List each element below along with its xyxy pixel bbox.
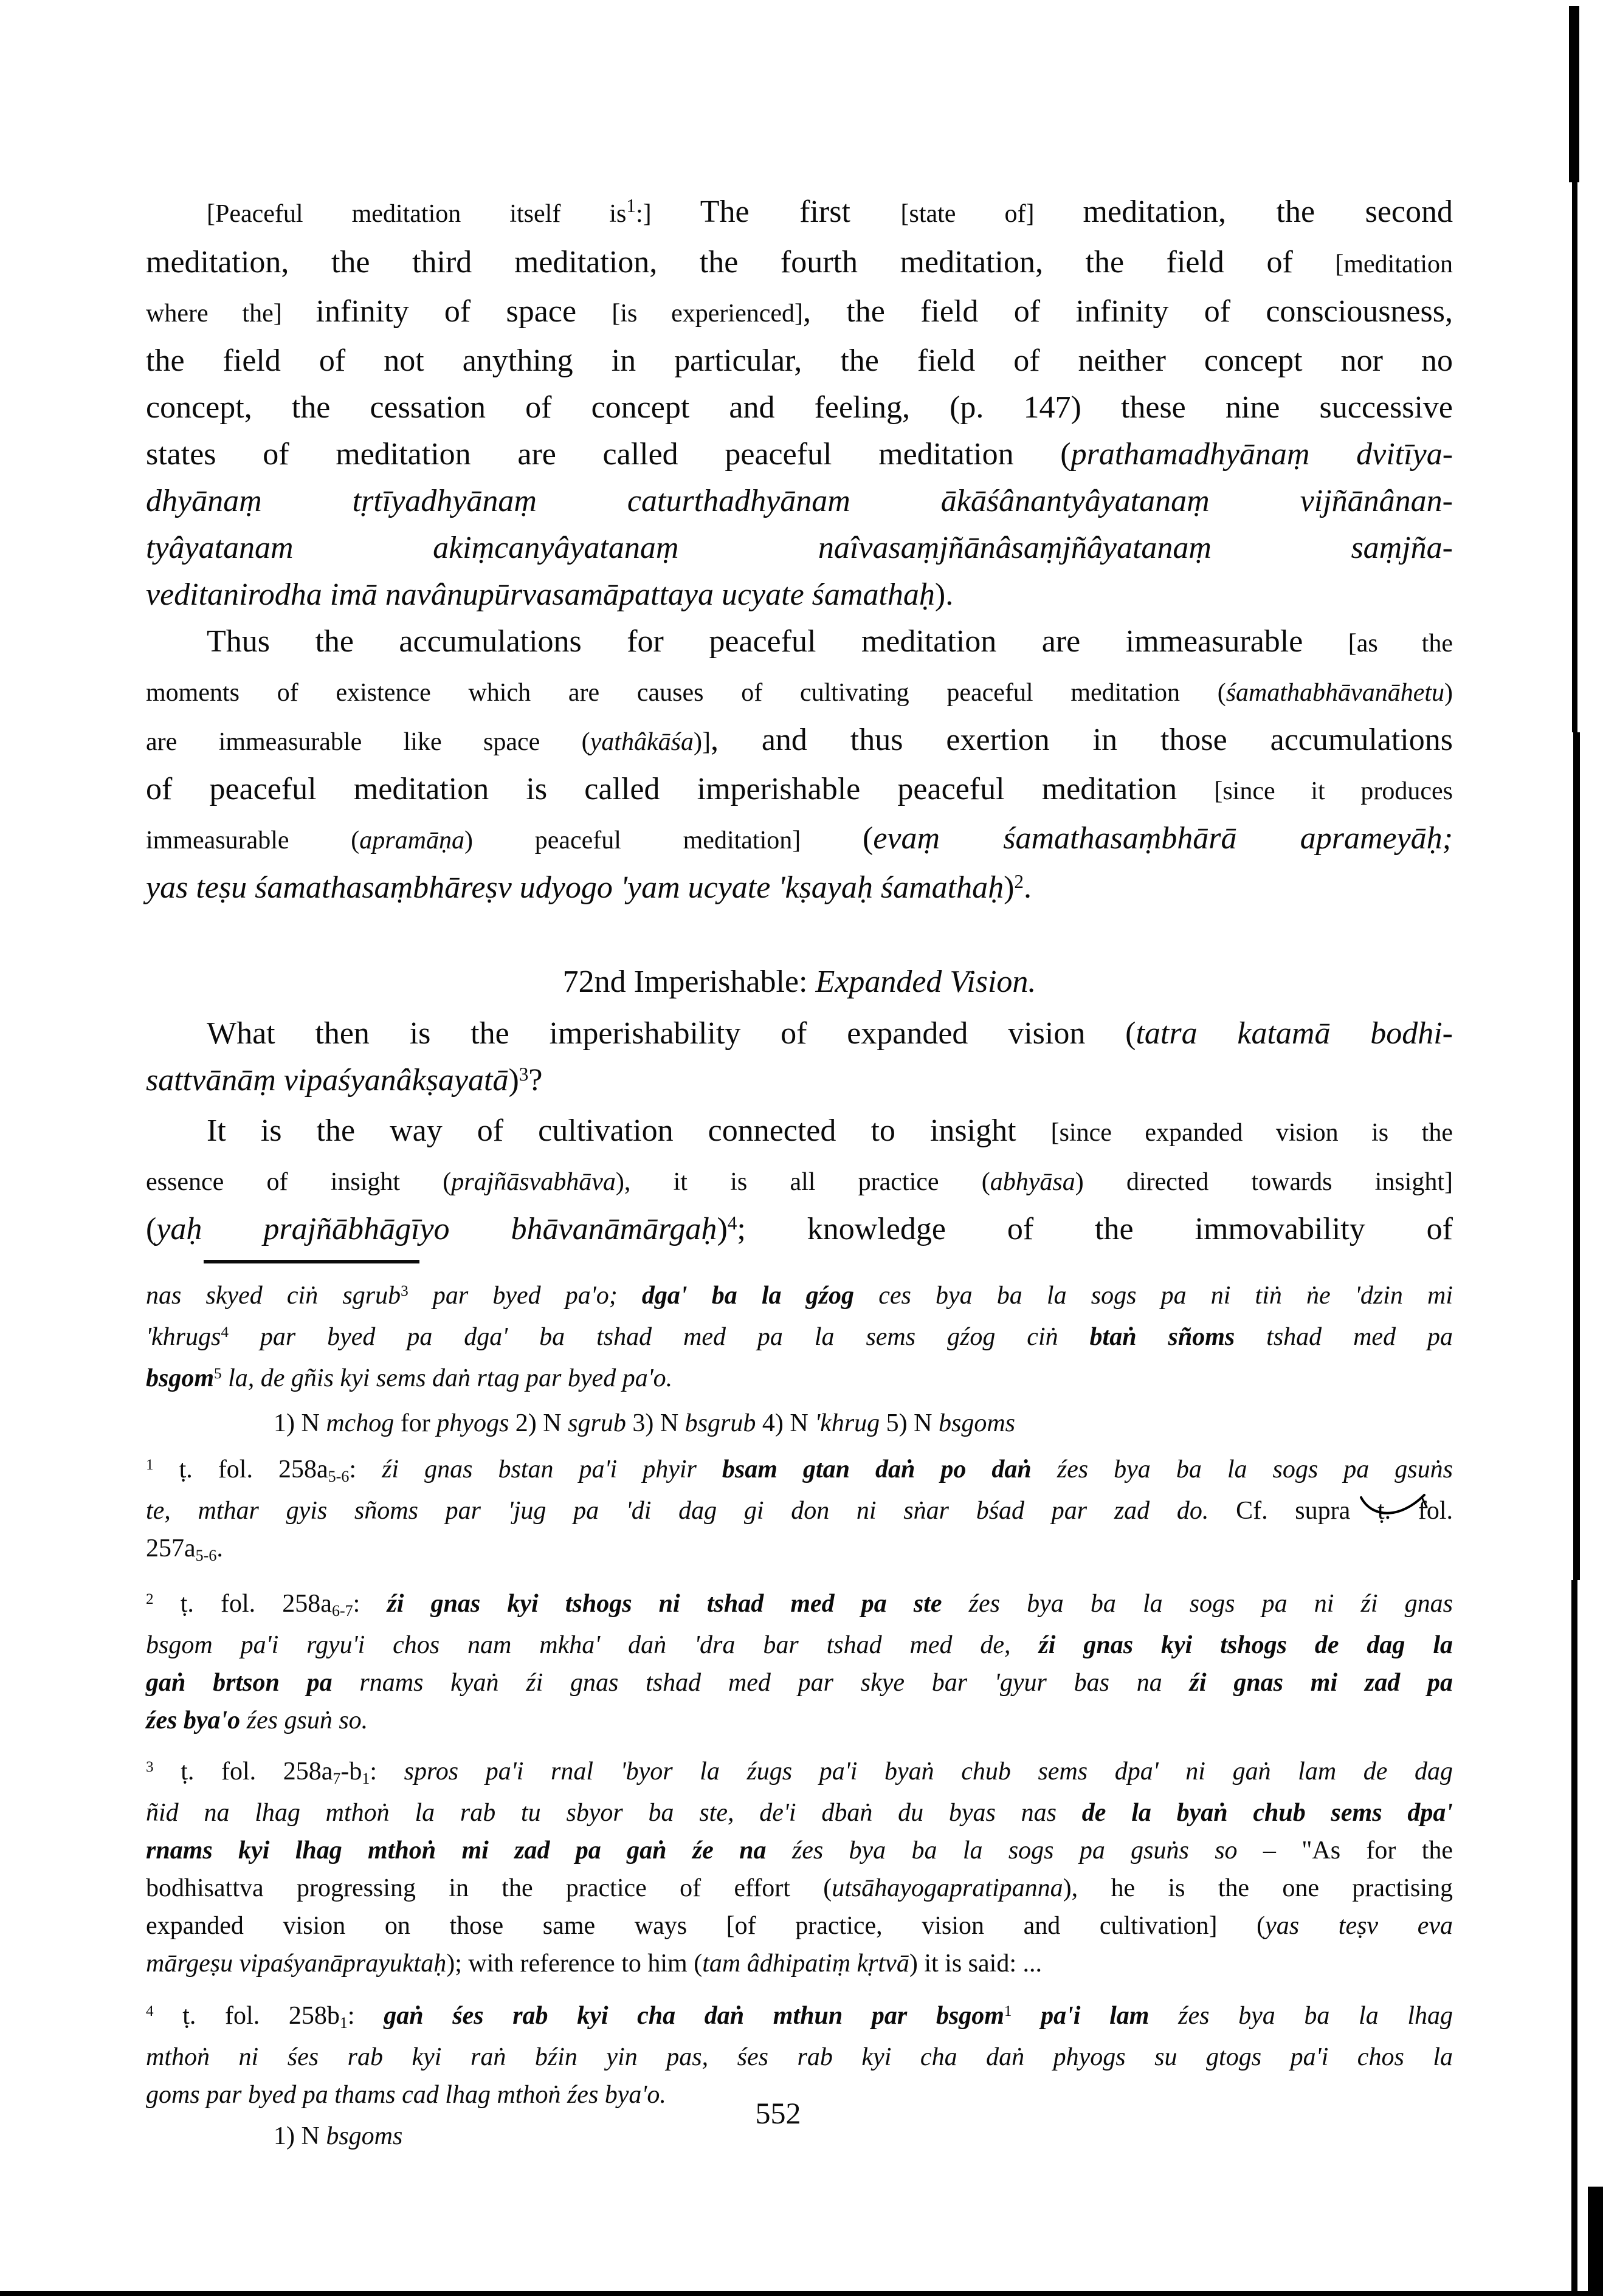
text-segment: ) peaceful meditation]	[464, 827, 863, 854]
text-line	[146, 1794, 1453, 1832]
text-segment: :	[370, 1758, 404, 1786]
text-segment: źes bya ba la sogs pa gsuṅs	[1057, 1456, 1453, 1483]
text-segment: :	[349, 1456, 382, 1483]
text-segment: bodhisattva progressing in the practice of effort (	[146, 1874, 832, 1902]
text-segment: moments of existence which are causes of cultivating peaceful meditation (	[146, 679, 1226, 707]
text-segment: (	[146, 1212, 157, 1246]
text-line	[146, 1753, 1453, 1794]
text-line	[146, 478, 1453, 524]
text-segment: ṭ. fol. 258a	[153, 1590, 332, 1618]
text-segment: , and thus exertion in those accumulations	[710, 723, 1453, 757]
scan-artifact-pen-squiggle	[1359, 1489, 1432, 1525]
footnote-1	[146, 1451, 1453, 1570]
text-segment: de la byaṅ chub sems dpa'	[1081, 1799, 1453, 1827]
text-line	[274, 1404, 1453, 1442]
text-segment: goms par byed pa thams cad lhag mthoṅ źes bya'o.	[146, 2081, 666, 2109]
text-segment: [is experienced]	[612, 300, 803, 328]
text-segment: 4	[221, 1324, 229, 1341]
text-segment: expanded vision on those same ways [of practice, vision and cultivation] (	[146, 1912, 1266, 1940]
text-line	[146, 958, 1453, 1005]
text-segment: -b	[340, 1758, 362, 1786]
text-line	[146, 1997, 1453, 2038]
text-segment: źi gnas mi zad pa	[1189, 1669, 1453, 1697]
text-segment: 2	[1014, 870, 1024, 892]
footnote-3	[146, 1753, 1453, 1982]
text-line	[146, 815, 1453, 864]
text-segment: par byed pa'o;	[408, 1282, 642, 1310]
text-line	[146, 1492, 1453, 1530]
text-line	[146, 188, 1453, 239]
text-segment: Cf. supra ṭ. fol.	[1208, 1497, 1453, 1525]
text-segment: 4) N	[756, 1409, 815, 1437]
text-line	[146, 384, 1453, 431]
text-segment: evaṃ śamathasaṃbhārā aprameyāḥ;	[873, 821, 1453, 856]
text-segment: The first	[700, 194, 901, 229]
text-segment: yas teṣv eva	[1265, 1912, 1453, 1940]
para-question	[146, 1010, 1453, 1107]
text-segment: apramāṇa	[359, 827, 464, 854]
text-segment: ñid na lhag mthoṅ la rab tu sbyor ba ste, de'i dbaṅ du byas nas	[146, 1799, 1082, 1827]
text-segment: 3	[146, 1758, 154, 1775]
text-segment: źes gsuṅ so.	[246, 1707, 368, 1734]
text-segment: for	[394, 1409, 437, 1437]
text-segment: 257a	[146, 1535, 196, 1562]
text-segment: bsgom	[146, 1364, 215, 1392]
text-line	[146, 1664, 1453, 1702]
text-segment: źi gnas kyi tshogs ni tshad med pa ste	[387, 1590, 969, 1618]
text-segment: yas teṣu śamathasaṃbhāreṣv udyogo 'yam ucyate 'kṣayaḥ śamathaḥ	[146, 870, 1004, 905]
text-line	[146, 1832, 1453, 1869]
text-segment: concept, the cessation of concept and feeling, (p. 147) these nine successive	[146, 390, 1453, 425]
scan-artifact-right-edge-line	[1569, 6, 1579, 182]
text-segment: [state of]	[900, 200, 1083, 228]
scan-artifact-right-edge-line	[1571, 1580, 1577, 2296]
text-segment: meditation, the third meditation, the fourth meditation, the field of	[146, 245, 1336, 280]
text-segment: 5) N	[880, 1409, 939, 1437]
text-segment: 2) N	[509, 1409, 568, 1437]
text-segment: 'khrugs	[146, 1323, 221, 1351]
text-segment: 72nd Imperishable:	[562, 964, 816, 999]
text-segment: tam âdhipatiṃ kṛtvā	[702, 1950, 909, 1978]
text-segment: 'khrug	[815, 1409, 880, 1437]
section-heading	[146, 958, 1453, 1005]
text-line	[146, 1451, 1453, 1492]
text-segment: abhyāsa	[990, 1168, 1075, 1196]
text-segment: the field of not anything in particular, the field of neither concept nor no	[146, 343, 1453, 378]
text-segment: prathamadhyānaṃ dvitīya-	[1070, 437, 1453, 472]
text-segment: ces bya ba la sogs pa ni tiṅ ṅe 'dzin mi	[878, 1282, 1453, 1310]
text-segment: 3	[519, 1063, 529, 1085]
text-segment: 5-6	[328, 1467, 350, 1485]
text-segment: yaḥ prajñābhāgīyo bhāvanāmārgaḥ	[156, 1212, 717, 1246]
text-segment: of peaceful meditation is called imperishable peaceful meditation	[146, 772, 1215, 806]
variant-readings-1	[146, 1404, 1453, 1442]
text-segment: 6-7	[331, 1601, 353, 1620]
text-line	[146, 1869, 1453, 1907]
text-line	[146, 1359, 1453, 1401]
text-segment: ), it is all practice (	[615, 1168, 990, 1196]
text-segment: gaṅ brtson pa	[146, 1669, 360, 1697]
text-line	[146, 2038, 1453, 2076]
text-segment: źes bya'o	[146, 1707, 247, 1734]
text-segment: meditation, the second	[1083, 194, 1453, 229]
tibetan-passage	[146, 1277, 1453, 1401]
text-segment: are immeasurable like space (	[146, 728, 590, 756]
text-column	[146, 188, 1453, 2155]
text-segment: la, de gñis kyi sems daṅ rtag par byed pa'o.	[221, 1364, 673, 1392]
text-segment: 3) N	[626, 1409, 685, 1437]
para-accumulations	[146, 618, 1453, 915]
text-segment: 1	[362, 1769, 370, 1787]
text-segment: 4	[146, 2002, 154, 2019]
text-line	[146, 431, 1453, 478]
text-line	[146, 667, 1453, 717]
text-segment: mthoṅ ni śes rab kyi raṅ bźin yin pas, śes rab kyi cha daṅ phyogs su gtogs pa'i chos la	[146, 2043, 1453, 2071]
text-segment: 5-6	[195, 1546, 217, 1564]
text-line	[146, 864, 1453, 915]
text-segment: 2	[146, 1590, 154, 1607]
text-segment: .	[1024, 870, 1032, 905]
scan-artifact-right-edge-line	[1573, 732, 1580, 1580]
text-segment: Thus the accumulations for peaceful meditation are immeasurable	[207, 624, 1348, 659]
text-segment: immeasurable (	[146, 827, 360, 854]
text-line	[146, 1626, 1453, 1664]
text-segment: 1	[626, 194, 636, 216]
text-segment: ); with reference to him (	[446, 1950, 703, 1978]
text-segment: , the field of infinity of consciousness,	[802, 294, 1453, 329]
text-segment: phyogs	[436, 1409, 509, 1437]
text-segment: te, mthar gyis sñoms par 'jug pa 'di dag gi don ni sṅar bśad par zad do.	[146, 1497, 1209, 1525]
text-segment: par byed pa dga' ba tshad med pa la sems gźog ciṅ	[228, 1323, 1090, 1351]
text-segment: yathâkāśa	[590, 728, 694, 756]
text-segment: ), he is the one practising	[1063, 1874, 1453, 1902]
text-segment: 4	[727, 1212, 737, 1234]
text-segment: ).	[934, 577, 954, 612]
text-segment: :	[353, 1590, 387, 1618]
text-segment: tatra katamā bodhi-	[1136, 1016, 1453, 1051]
text-segment: utsāhayogapratipanna	[832, 1874, 1063, 1902]
text-segment: sattvānāṃ vipaśyanâkṣayatā	[146, 1063, 509, 1098]
text-segment: 5	[214, 1365, 222, 1382]
text-line	[146, 717, 1453, 766]
text-line	[146, 1530, 1453, 1570]
text-segment: prajñāsvabhāva	[451, 1168, 616, 1196]
text-segment: )]	[693, 728, 711, 756]
text-line	[146, 766, 1453, 815]
text-segment: bsgoms	[938, 1409, 1016, 1437]
text-segment: where the]	[146, 300, 316, 328]
text-segment: Expanded Vision.	[815, 964, 1036, 999]
text-segment: źes bya ba la sogs pa gsuṅs so	[791, 1837, 1238, 1865]
text-segment: źi gnas bstan pa'i phyir	[382, 1456, 722, 1483]
text-segment: [since expanded vision is the	[1050, 1119, 1453, 1147]
text-segment: źes bya ba la lhag	[1178, 2002, 1453, 2030]
footnote-separator	[146, 1260, 1453, 1263]
text-segment: 1) N	[274, 1409, 326, 1437]
text-segment: ) it is said: ...	[909, 1950, 1042, 1978]
scan-artifact-corner-band	[1588, 2187, 1603, 2296]
text-segment: rnams kyi lhag mthoṅ mi zad pa gaṅ źe na	[146, 1837, 792, 1865]
text-segment: (	[862, 821, 874, 856]
text-line	[146, 1206, 1453, 1256]
para-answer	[146, 1107, 1453, 1256]
text-segment: [since it produces	[1214, 777, 1453, 805]
text-segment: 1	[146, 1456, 154, 1473]
text-segment: pa'i lam	[1012, 2002, 1179, 2030]
text-segment: veditanirodha imā navânupūrvasamāpattaya ucyate śamathaḥ	[146, 577, 935, 612]
text-segment: states of meditation are called peaceful meditation (	[146, 437, 1071, 472]
text-line	[146, 1057, 1453, 1107]
text-segment: essence of insight (	[146, 1168, 452, 1196]
text-segment: :]	[636, 200, 700, 228]
text-segment: [as the	[1348, 630, 1453, 658]
text-segment: ṭ. fol. 258a	[153, 1758, 333, 1786]
text-segment: ) directed towards insight]	[1075, 1168, 1453, 1196]
text-line	[146, 1907, 1453, 1945]
text-segment: :	[347, 2002, 384, 2030]
text-segment: )	[1444, 679, 1453, 707]
text-segment: What then is the imperishability of expanded vision (	[207, 1016, 1136, 1051]
text-segment: [Peaceful meditation itself is	[207, 200, 627, 228]
text-line	[146, 288, 1453, 337]
text-segment: ṭ. fol. 258a	[153, 1456, 328, 1483]
text-segment: 3	[401, 1282, 409, 1299]
text-line	[146, 337, 1453, 384]
text-line	[146, 1318, 1453, 1359]
scan-artifact-bottom-bar	[0, 2291, 1603, 2296]
text-segment: bsam gtan daṅ po daṅ	[722, 1456, 1057, 1483]
text-segment: 1	[1004, 2002, 1012, 2019]
text-segment: źes bya ba la sogs pa ni źi gnas	[968, 1590, 1453, 1618]
text-segment: gaṅ śes rab kyi cha daṅ mthun par bsgom	[384, 2002, 1004, 2030]
text-line	[146, 1157, 1453, 1206]
text-line	[146, 1702, 1453, 1739]
text-segment: rnams kyaṅ źi gnas tshad med par skye bar 'gyur bas na	[359, 1669, 1190, 1697]
text-segment: mārgeṣu vipaśyanāprayuktaḥ	[146, 1950, 447, 1978]
text-line	[146, 239, 1453, 288]
text-segment: bsgom pa'i rgyu'i chos nam mkha' daṅ 'dra bar tshad med de,	[146, 1631, 1039, 1659]
para-intro	[146, 188, 1453, 618]
text-segment: śamathabhāvanāhetu	[1226, 679, 1444, 707]
footnote-separator-rule	[204, 1260, 419, 1263]
text-segment: tshad med pa	[1266, 1323, 1453, 1351]
text-segment: mchog	[326, 1409, 395, 1437]
text-segment: )	[508, 1063, 519, 1098]
text-segment: bsgoms	[326, 2122, 403, 2150]
text-segment: .	[216, 1535, 223, 1562]
text-segment: ; knowledge of the immovability of	[737, 1212, 1453, 1246]
text-segment: 7	[333, 1769, 341, 1787]
text-line	[146, 1585, 1453, 1626]
text-segment: )	[1004, 870, 1015, 905]
text-segment: [meditation	[1335, 250, 1453, 278]
text-segment: – "As for the	[1237, 1837, 1453, 1865]
text-segment: dga' ba la gźog	[641, 1282, 879, 1310]
text-line	[146, 1010, 1453, 1057]
text-segment: infinity of space	[315, 294, 612, 329]
text-segment: ?	[528, 1063, 543, 1098]
text-segment: tyâyatanam akiṃcanyâyatanaṃ naîvasaṃjñānâsaṃjñâyatanaṃ saṃjña-	[146, 531, 1453, 565]
text-segment: )	[717, 1212, 728, 1246]
text-line	[146, 618, 1453, 667]
text-segment: btaṅ sñoms	[1089, 1323, 1267, 1351]
text-line	[146, 1107, 1453, 1157]
footnote-2	[146, 1585, 1453, 1739]
text-segment: źi gnas kyi tshogs de dag la	[1038, 1631, 1453, 1659]
text-line	[146, 571, 1453, 618]
scan-artifact-right-edge-line	[1572, 179, 1577, 732]
text-segment: nas skyed ciṅ sgrub	[146, 1282, 401, 1310]
text-line	[146, 1277, 1453, 1318]
text-segment: dhyānaṃ tṛtīyadhyānaṃ caturthadhyānam ākāśânantyâyatanaṃ vijñānânan-	[146, 484, 1453, 518]
text-segment: bsgrub	[684, 1409, 756, 1437]
text-segment: spros pa'i rnal 'byor la źugs pa'i byaṅ chub sems dpa' ni gaṅ lam de dag	[404, 1758, 1453, 1786]
page-number: 552	[755, 2096, 801, 2130]
text-segment: 1) N	[274, 2122, 326, 2150]
text-segment: sgrub	[568, 1409, 626, 1437]
text-segment: ṭ. fol. 258b	[153, 2002, 340, 2030]
text-line	[146, 1945, 1453, 1982]
text-segment: It is the way of cultivation connected to insight	[207, 1113, 1051, 1148]
text-segment: 1	[339, 2013, 348, 2032]
text-line	[146, 524, 1453, 571]
